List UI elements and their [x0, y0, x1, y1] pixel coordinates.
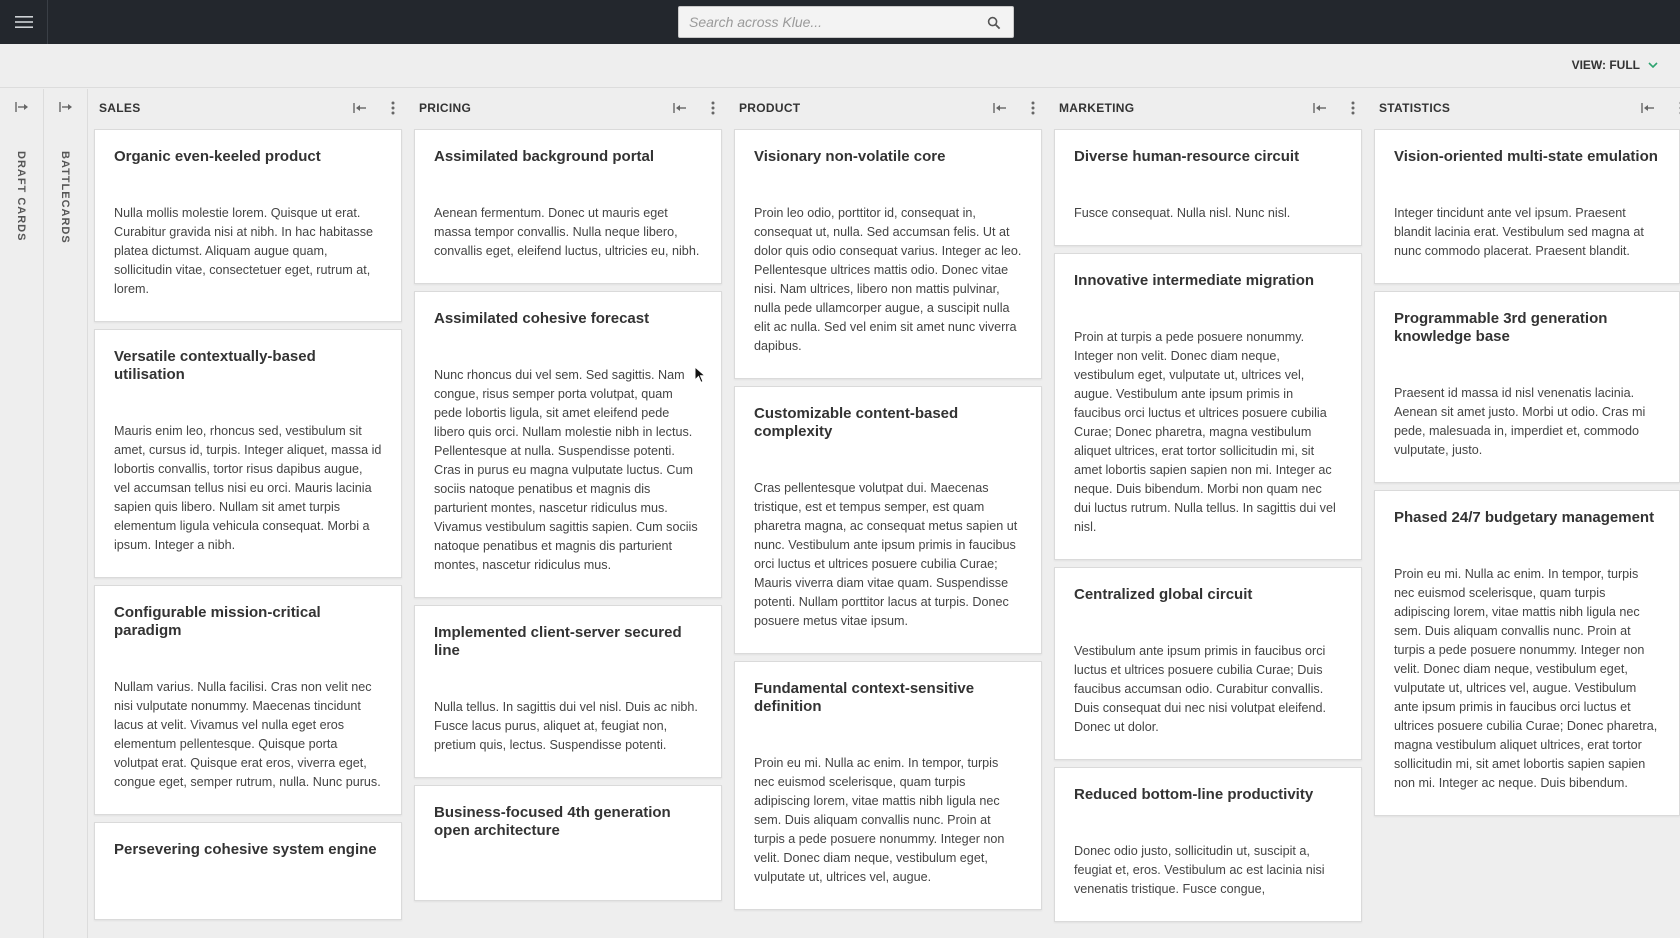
- draft-cards-rail[interactable]: [0, 89, 44, 938]
- card[interactable]: [734, 129, 1042, 379]
- card-body: Nunc rhoncus dui vel sem. Sed sagittis. Nam congue, risus semper porta volutpat, quam pede lobortis ligula, sit amet eleifend pede libero quis orci. Nullam molestie nibh in lectus. Pellentesque at nulla. Suspendisse potenti. Cras in purus eu magna vulputate luctus. Cum sociis natoque penatibus et magnis dis parturient montes, nascetur ridiculus mus. Vivamus vestibulum sagittis sapien. Cum sociis natoque penatibus et magnis dis parturient montes, nascetur ridiculus mus.: [434, 368, 698, 572]
- card-body: Nullam varius. Nulla facilisi. Cras non velit nec nisi vulputate nonummy. Maecenas tincidunt lacus at velit. Vivamus vel nulla eget eros elementum pellentesque. Quisque porta volutpat erat. Quisque erat eros, viverra eget, congue eget, semper rutrum, nulla. Nunc purus.: [114, 680, 381, 789]
- battlecards-rail[interactable]: [44, 89, 88, 938]
- card[interactable]: [1054, 767, 1362, 922]
- card-body: Nulla mollis molestie lorem. Quisque ut erat. Curabitur gravida nisi at nibh. In hac habitasse platea dictumst. Aliquam augue quam, sollicitudin vitae, consectetuer eget, rutrum at, lorem.: [114, 206, 374, 296]
- column-header: [408, 89, 728, 127]
- hamburger-icon[interactable]: [15, 15, 33, 29]
- view-label: VIEW: FULL: [1571, 58, 1640, 72]
- column-header: [1368, 89, 1680, 127]
- more-vertical-icon[interactable]: [710, 100, 716, 116]
- card[interactable]: [414, 605, 722, 778]
- collapse-left-icon[interactable]: [672, 100, 688, 116]
- search-icon[interactable]: [987, 16, 1001, 30]
- card-title: Implemented client-server secured line: [434, 624, 682, 659]
- card[interactable]: [414, 785, 722, 901]
- card-title: Versatile contextually-based utilisation: [114, 348, 316, 383]
- column-product: [728, 89, 1048, 938]
- column-header: [728, 89, 1048, 127]
- card[interactable]: [1374, 490, 1680, 816]
- card[interactable]: [414, 291, 722, 598]
- collapse-left-icon[interactable]: [992, 100, 1008, 116]
- card[interactable]: [734, 661, 1042, 910]
- card[interactable]: [1374, 129, 1680, 284]
- card-body: Nulla tellus. In sagittis dui vel nisl. Duis ac nibh. Fusce lacus purus, aliquet at, feugiat non, pretium quis, lectus. Suspendisse potenti.: [434, 700, 698, 752]
- card-body: Cras pellentesque volutpat dui. Maecenas tristique, est et tempus semper, est quam pharetra magna, ac consequat metus sapien ut nunc. Vestibulum ante ipsum primis in faucibus orci luctus et ultrices posuere cubilia Curae; Mauris viverra diam vitae quam. Suspendisse potenti. Nullam porttitor lacus at turpis. Donec posuere metus vitae ipsum.: [754, 481, 1018, 628]
- card-list: [94, 129, 402, 927]
- card-body: Proin leo odio, porttitor id, consequat in, consequat ut, nulla. Sed accumsan felis. Ut at dolor quis odio consequat varius. Integer ac leo. Pellentesque ultrices mattis odio. Donec vitae nisi. Nam ultrices, libero non mattis pulvinar, nulla pede ullamcorper augue, a suscipit nulla elit ac nulla. Sed vel enim sit amet nunc viverra dapibus.: [754, 206, 1022, 353]
- column-marketing: [1048, 89, 1368, 938]
- card-title: Fundamental context-sensitive definition: [754, 680, 975, 715]
- column-header: [88, 89, 408, 127]
- card[interactable]: [1374, 291, 1680, 483]
- top-bar: [0, 0, 1680, 44]
- chevron-down-icon: [1648, 62, 1658, 68]
- card-title: Organic even-keeled product: [114, 148, 321, 165]
- sub-header: [0, 44, 1680, 88]
- column-sales: [88, 89, 408, 938]
- menu-button[interactable]: [0, 0, 48, 44]
- card-title: Diverse human-resource circuit: [1074, 148, 1300, 165]
- draft-cards-label: DRAFT CARDS: [15, 151, 27, 242]
- card-body: Mauris enim leo, rhoncus sed, vestibulum sit amet, cursus id, turpis. Integer aliquet, massa id lobortis convallis, tortor risus dapibus augue, vel accumsan tellus nisi eu orci. Mauris lacinia sapien quis libero. Nullam sit amet turpis elementum ligula vehicula consequat. Morbi a ipsum. Integer a nibh.: [114, 424, 382, 552]
- card-list: [1374, 129, 1680, 823]
- card-title: Configurable mission-critical paradigm: [114, 604, 321, 639]
- card-list: [734, 129, 1042, 917]
- card-title: Programmable 3rd generation knowledge base: [1394, 310, 1608, 345]
- card-title: Persevering cohesive system engine: [114, 841, 377, 858]
- card-body: Praesent id massa id nisl venenatis lacinia. Aenean sit amet justo. Morbi ut odio. Cras mi pede, malesuada in, imperdiet et, commodo vulputate, justo.: [1394, 386, 1646, 457]
- card-title: Phased 24/7 budgetary management: [1394, 509, 1655, 526]
- expand-right-icon[interactable]: [14, 99, 30, 115]
- card-body: Vestibulum ante ipsum primis in faucibus orci luctus et ultrices posuere cubilia Curae; Duis faucibus accumsan odio. Curabitur convallis. Duis consequat dui nec nisi volutpat eleifend. Donec ut dolor.: [1074, 644, 1327, 734]
- more-vertical-icon[interactable]: [1030, 100, 1036, 116]
- collapse-left-icon[interactable]: [1640, 100, 1656, 116]
- card-title: Business-focused 4th generation open architecture: [434, 804, 671, 839]
- view-selector[interactable]: [1572, 58, 1658, 72]
- card-title: Vision-oriented multi-state emulation: [1394, 148, 1658, 165]
- card[interactable]: [1054, 567, 1362, 760]
- card-list: [414, 129, 722, 908]
- card[interactable]: [1054, 129, 1362, 246]
- more-vertical-icon[interactable]: [390, 100, 396, 116]
- card[interactable]: [94, 129, 402, 322]
- card-body: Fusce consequat. Nulla nisl. Nunc nisl.: [1074, 206, 1291, 220]
- column-title: MARKETING: [1059, 101, 1135, 115]
- more-vertical-icon[interactable]: [1350, 100, 1356, 116]
- card-body: Aenean fermentum. Donec ut mauris eget massa tempor convallis. Nulla neque libero, convallis eget, eleifend luctus, ultricies eu, nibh.: [434, 206, 700, 258]
- card-title: Reduced bottom-line productivity: [1074, 786, 1314, 803]
- card-body: Proin at turpis a pede posuere nonummy. Integer non velit. Donec diam neque, vestibulum eget, vulputate ut, ultrices vel, augue. Vestibulum ante ipsum primis in faucibus orci luctus et ultrices posuere cubilia Curae; Donec pharetra, magna vestibulum aliquet ultrices, erat tortor sollicitudin mi, sit amet lobortis sapien sapien non mi. Integer ac neque. Duis bibendum. Morbi non quam nec dui luctus rutrum. Nulla tellus. In sagittis dui vel nisl.: [1074, 330, 1336, 534]
- card-title: Centralized global circuit: [1074, 586, 1253, 603]
- column-title: SALES: [99, 101, 141, 115]
- card[interactable]: [94, 585, 402, 815]
- search-input[interactable]: [679, 7, 1013, 37]
- card-title: Innovative intermediate migration: [1074, 272, 1315, 289]
- collapse-left-icon[interactable]: [352, 100, 368, 116]
- column-statistics: [1368, 89, 1680, 938]
- search-box: [678, 6, 1014, 38]
- card[interactable]: [94, 329, 402, 578]
- card[interactable]: [734, 386, 1042, 654]
- card-body: Donec odio justo, sollicitudin ut, suscipit a, feugiat et, eros. Vestibulum ac est lacinia nisi venenatis tristique. Fusce congue,: [1074, 844, 1325, 896]
- card-list: [1054, 129, 1362, 929]
- expand-right-icon[interactable]: [58, 99, 74, 115]
- card-title: Visionary non-volatile core: [754, 148, 946, 165]
- card-title: Assimilated cohesive forecast: [434, 310, 650, 327]
- battlecards-label: BATTLECARDS: [59, 151, 71, 244]
- mouse-cursor-icon: [694, 366, 706, 384]
- column-title: PRODUCT: [739, 101, 801, 115]
- column-title: STATISTICS: [1379, 101, 1451, 115]
- column-header: [1048, 89, 1368, 127]
- card[interactable]: [94, 822, 402, 920]
- collapse-left-icon[interactable]: [1312, 100, 1328, 116]
- column-pricing: [408, 89, 728, 938]
- card[interactable]: [1054, 253, 1362, 560]
- card-body: Integer tincidunt ante vel ipsum. Praesent blandit lacinia erat. Vestibulum sed magna at nunc commodo placerat. Praesent blandit.: [1394, 206, 1644, 258]
- column-title: PRICING: [419, 101, 472, 115]
- card-title: Assimilated background portal: [434, 148, 655, 165]
- card-body: Proin eu mi. Nulla ac enim. In tempor, turpis nec euismod scelerisque, quam turpis adipiscing lorem, vitae mattis nibh ligula nec sem. Duis aliquam convallis nunc. Proin at turpis a pede posuere nonummy. Integer non velit. Donec diam neque, vestibulum eget, vulputate ut, ultrices vel, augue. Vestibulum ante ipsum primis in faucibus orci luctus et ultrices posuere cubilia Curae; Donec pharetra, magna vestibulum aliquet ultrices, erat tortor sollicitudin mi, sit amet lobortis sapien sapien non mi. Integer ac neque. Duis bibendum.: [1394, 567, 1658, 790]
- card-body: Proin eu mi. Nulla ac enim. In tempor, turpis nec euismod scelerisque, quam turpis adipiscing lorem, vitae mattis nibh ligula nec sem. Duis aliquam convallis nunc. Proin at turpis a pede posuere nonummy. Integer non velit. Donec diam neque, vestibulum eget, vulputate ut, ultrices vel, augue.: [754, 756, 1005, 884]
- card-title: Customizable content-based complexity: [754, 405, 959, 440]
- card[interactable]: [414, 129, 722, 284]
